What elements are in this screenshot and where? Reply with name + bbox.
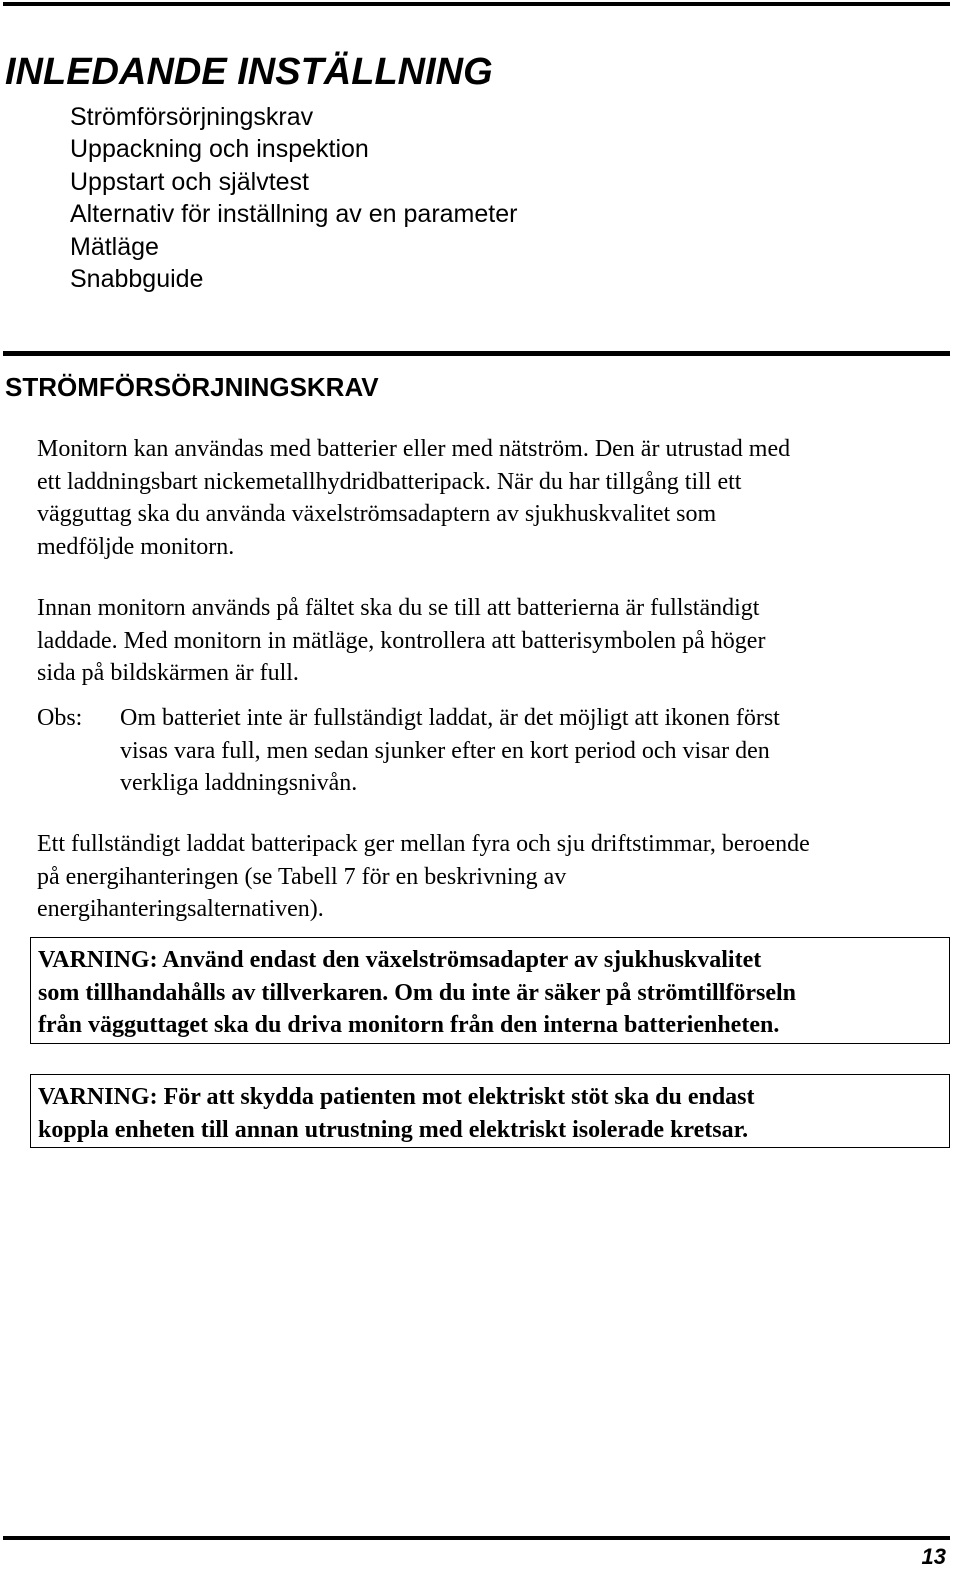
text-line: sida på bildskärmen är full. bbox=[37, 660, 299, 686]
text-line: visas vara full, men sedan sjunker efter en kort period och visar den bbox=[120, 737, 770, 764]
warning-line: VARNING: Använd endast den växelströmsadapter av sjukhuskvalitet bbox=[38, 947, 762, 973]
section-heading: STRÖMFÖRSÖRJNINGSKRAV bbox=[5, 372, 379, 402]
text-line: Om batteriet inte är fullständigt laddat, är det möjligt att ikonen först bbox=[120, 705, 780, 731]
paragraph-battery-check bbox=[37, 592, 947, 690]
warning-line: koppla enheten till annan utrustning med elektriskt isolerade kretsar. bbox=[38, 1116, 749, 1143]
list-item: Uppstart och självtest bbox=[70, 167, 309, 196]
list-item: Strömförsörjningskrav bbox=[70, 103, 314, 131]
chapter-title: INLEDANDE INSTÄLLNING bbox=[5, 51, 493, 93]
list-item: Uppackning och inspektion bbox=[70, 135, 369, 164]
text-line: Ett fullständigt laddat batteripack ger mellan fyra och sju driftstimmar, beroende bbox=[37, 831, 810, 857]
chapter-contents-list bbox=[70, 101, 517, 295]
text-line: vägguttag ska du använda växelströmsadaptern av sjukhuskvalitet som bbox=[37, 501, 717, 527]
warning-line: VARNING: För att skydda patienten mot elektriskt stöt ska du endast bbox=[38, 1084, 755, 1110]
page-number: 13 bbox=[921, 1544, 946, 1569]
warning-line: som tillhandahålls av tillverkaren. Om du inte är säker på strömtillförseln bbox=[38, 979, 797, 1006]
list-item: Mätläge bbox=[70, 232, 159, 261]
note-text bbox=[120, 702, 780, 800]
text-line: Innan monitorn används på fältet ska du se till att batterierna är fullständigt bbox=[37, 595, 760, 621]
text-line: energihanteringsalternativen). bbox=[37, 896, 324, 922]
text-line: verkliga laddningsnivån. bbox=[120, 770, 358, 796]
paragraph-battery-runtime bbox=[37, 828, 947, 926]
paragraph-power-sources bbox=[37, 433, 947, 563]
footer-rule bbox=[3, 1536, 950, 1540]
note-label: Obs: bbox=[37, 705, 83, 731]
text-line: ett laddningsbart nickemetallhydridbatteripack. När du har tillgång till ett bbox=[37, 468, 742, 495]
warning-box-isolation bbox=[30, 1074, 950, 1148]
text-line: laddade. Med monitorn in mätläge, kontrollera att batterisymbolen på höger bbox=[37, 627, 766, 654]
text-line: medföljde monitorn. bbox=[37, 533, 235, 560]
warning-box-adapter bbox=[30, 937, 950, 1044]
text-line: Monitorn kan användas med batterier eller med nätström. Den är utrustad med bbox=[37, 436, 791, 462]
list-item: Snabbguide bbox=[70, 265, 204, 294]
warning-line: från vägguttaget ska du driva monitorn från den interna batterienheten. bbox=[38, 1012, 780, 1038]
list-item: Alternativ för inställning av en parameter bbox=[70, 200, 518, 229]
text-line: på energihanteringen (se Tabell 7 för en beskrivning av bbox=[37, 863, 567, 890]
section-rule bbox=[3, 351, 950, 356]
top-rule bbox=[3, 2, 950, 6]
